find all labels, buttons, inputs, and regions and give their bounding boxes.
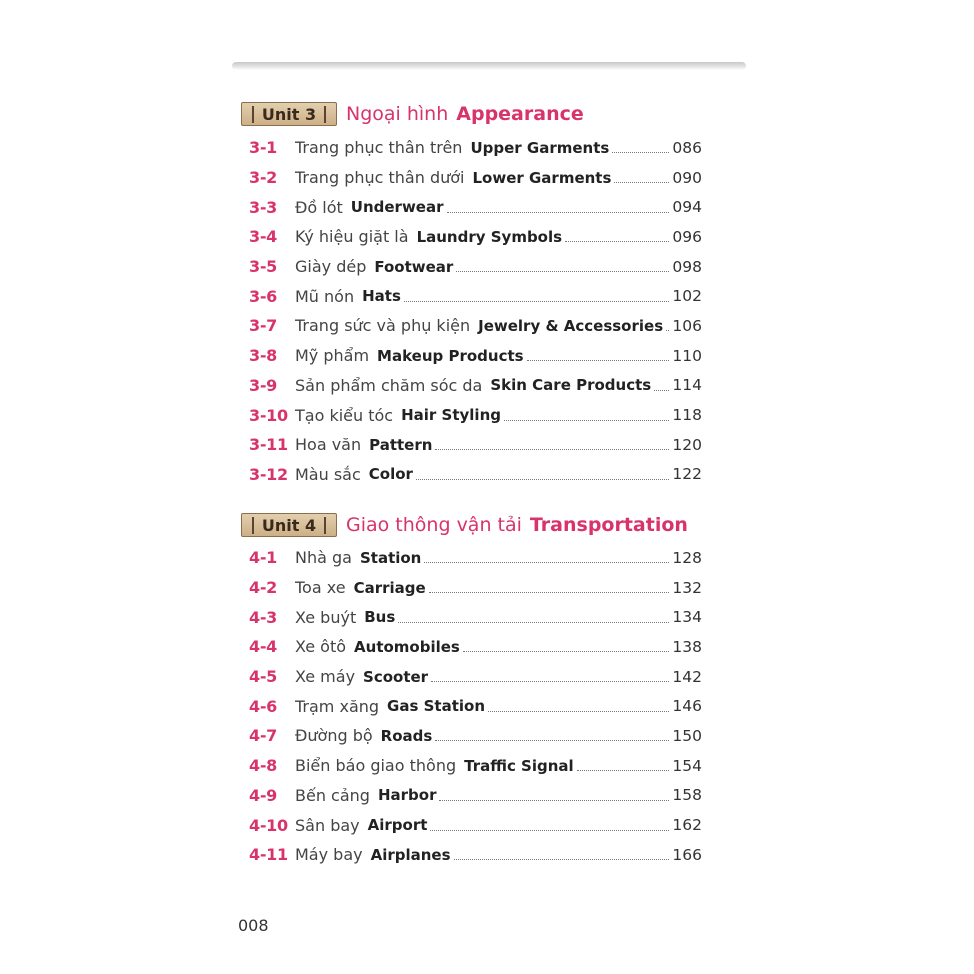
dot-leader [416, 467, 669, 480]
entry-title-en: Pattern [369, 435, 433, 454]
dot-leader [565, 229, 669, 242]
entry-number: 3-4 [249, 227, 278, 247]
dot-leader [439, 788, 669, 801]
dot-leader [666, 318, 669, 331]
entry-title-en: Harbor [377, 786, 437, 805]
entry-title-vi: Đồ lót [295, 197, 343, 217]
entry-page-number: 158 [672, 786, 702, 805]
toc-entry[interactable] [249, 163, 702, 193]
entry-page-number: 094 [672, 198, 702, 217]
toc-entry[interactable] [249, 840, 702, 870]
dot-leader [435, 437, 669, 450]
entry-title-vi: Giày dép [295, 257, 367, 277]
entry-number: 4-4 [249, 637, 278, 657]
entry-number: 4-6 [249, 696, 278, 716]
toc-entry[interactable] [249, 810, 702, 840]
entry-title-en: Upper Garments [470, 138, 610, 157]
toc-entry[interactable] [249, 543, 702, 573]
entry-page-number: 146 [672, 697, 702, 716]
entry-page-number: 154 [672, 756, 702, 775]
toc-entry[interactable] [249, 281, 702, 311]
entry-title-vi: Toa xe [295, 578, 346, 598]
entry-title-en: Footwear [374, 257, 454, 276]
entry-title-vi: Xe ôtô [295, 637, 347, 657]
entry-number: 3-10 [249, 405, 288, 425]
entry-page-number: 120 [672, 435, 702, 454]
entry-title-en: Makeup Products [377, 346, 524, 365]
unit-3-header [241, 100, 584, 128]
entry-title-en: Underwear [350, 198, 444, 217]
dot-leader [488, 699, 669, 712]
entry-title-vi: Trang phục thân dưới [295, 168, 465, 188]
entry-title-en: Carriage [353, 578, 426, 597]
entry-title-vi: Mỹ phẩm [295, 346, 370, 366]
dot-leader [463, 639, 670, 652]
entry-number: 4-5 [249, 667, 278, 687]
entry-title-vi: Đường bộ [295, 726, 373, 746]
entry-number: 3-12 [249, 464, 288, 484]
entry-title-en: Jewelry & Accessories [478, 316, 664, 335]
entry-number: 3-7 [249, 316, 278, 336]
dot-leader [654, 378, 669, 391]
entry-title-en: Laundry Symbols [416, 227, 563, 246]
entry-page-number: 128 [672, 548, 702, 567]
toc-entry[interactable] [249, 133, 702, 163]
toc-entry[interactable] [249, 573, 702, 603]
toc-entry[interactable] [249, 632, 702, 662]
entry-title-en: Hair Styling [401, 406, 501, 425]
entry-title-en: Skin Care Products [490, 376, 652, 395]
dot-leader [527, 348, 670, 361]
entry-page-number: 132 [672, 578, 702, 597]
dot-leader [612, 140, 669, 153]
entry-page-number: 134 [672, 608, 702, 627]
entry-title-vi: Trang sức và phụ kiện [295, 316, 471, 336]
toc-entry[interactable] [249, 602, 702, 632]
entry-number: 4-3 [249, 607, 278, 627]
dot-leader [504, 408, 669, 421]
entry-page-number: 110 [672, 346, 702, 365]
entry-title-vi: Ký hiệu giặt là [295, 227, 409, 247]
entry-page-number: 102 [672, 287, 702, 306]
dot-leader [435, 728, 669, 741]
entry-title-en: Scooter [363, 667, 429, 686]
entry-number: 4-1 [249, 548, 278, 568]
unit-title-en: Transportation [529, 514, 688, 536]
entry-number: 3-9 [249, 375, 278, 395]
entry-page-number: 142 [672, 667, 702, 686]
entry-title-vi: Mũ nón [295, 286, 355, 306]
entry-page-number: 150 [672, 726, 702, 745]
entry-page-number: 096 [672, 227, 702, 246]
toc-entry[interactable] [249, 691, 702, 721]
entry-title-vi: Tạo kiểu tóc [295, 405, 394, 425]
page-number: 008 [238, 916, 269, 935]
entry-title-en: Airplanes [370, 845, 451, 864]
entry-title-vi: Nhà ga [295, 548, 352, 568]
entry-title-en: Automobiles [354, 637, 460, 656]
unit-badge: Unit 3 [241, 102, 337, 126]
entry-number: 4-2 [249, 578, 278, 598]
entry-title-en: Gas Station [387, 697, 486, 716]
entry-title-vi: Bến cảng [295, 785, 370, 805]
unit-title-vi: Ngoại hình [346, 103, 449, 125]
entry-number: 4-7 [249, 726, 278, 746]
dot-leader [447, 200, 670, 213]
entry-page-number: 114 [672, 376, 702, 395]
entry-title-en: Traffic Signal [464, 756, 574, 775]
entry-title-en: Hats [362, 287, 401, 306]
entry-title-vi: Biển báo giao thông [295, 756, 457, 776]
dot-leader [577, 758, 670, 771]
entry-page-number: 166 [672, 845, 702, 864]
entry-page-number: 118 [672, 406, 702, 425]
dot-leader [398, 610, 669, 623]
entry-title-en: Station [359, 548, 422, 567]
entry-title-en: Color [368, 465, 413, 484]
entry-number: 3-1 [249, 138, 278, 158]
entry-title-vi: Hoa văn [295, 435, 362, 455]
toc-entry[interactable] [249, 371, 702, 401]
entry-page-number: 122 [672, 465, 702, 484]
dot-leader [424, 550, 669, 563]
unit-title-vi: Giao thông vận tải [346, 514, 522, 536]
entry-number: 4-8 [249, 756, 278, 776]
entry-title-vi: Trạm xăng [295, 696, 380, 716]
entry-title-vi: Máy bay [295, 845, 363, 865]
unit-title [346, 514, 688, 536]
top-shadow [232, 62, 746, 70]
toc-entry[interactable] [249, 662, 702, 692]
entry-number: 3-11 [249, 435, 288, 455]
entry-title-en: Airport [367, 816, 428, 835]
dot-leader [456, 259, 669, 272]
entry-page-number: 098 [672, 257, 702, 276]
entry-page-number: 086 [672, 138, 702, 157]
dot-leader [404, 289, 670, 302]
entry-title-en: Lower Garments [472, 168, 612, 187]
entry-page-number: 106 [672, 316, 702, 335]
toc-entry[interactable] [249, 222, 702, 252]
entry-title-en: Bus [364, 608, 396, 627]
entry-title-vi: Sản phẩm chăm sóc da [295, 375, 483, 395]
toc-entry[interactable] [249, 751, 702, 781]
entry-title-vi: Màu sắc [295, 464, 361, 484]
dot-leader [431, 669, 669, 682]
unit-4-header [241, 511, 688, 539]
entry-number: 3-6 [249, 286, 278, 306]
entry-page-number: 090 [672, 168, 702, 187]
entry-number: 3-3 [249, 197, 278, 217]
unit-4-entries [249, 543, 702, 870]
toc-entry[interactable] [249, 460, 702, 490]
unit-3-entries [249, 133, 702, 489]
unit-title [346, 103, 584, 125]
toc-entry[interactable] [249, 252, 702, 282]
entry-title-vi: Xe máy [295, 667, 356, 687]
entry-title-vi: Sân bay [295, 815, 360, 835]
entry-number: 4-10 [249, 815, 288, 835]
dot-leader [430, 818, 669, 831]
entry-title-vi: Trang phục thân trên [295, 138, 463, 158]
entry-number: 3-5 [249, 257, 278, 277]
entry-number: 3-8 [249, 346, 278, 366]
entry-number: 3-2 [249, 168, 278, 188]
dot-leader [614, 170, 669, 183]
dot-leader [429, 580, 670, 593]
entry-page-number: 138 [672, 637, 702, 656]
toc-entry[interactable] [249, 721, 702, 751]
unit-badge: Unit 4 [241, 513, 337, 537]
toc-entry[interactable] [249, 311, 702, 341]
entry-page-number: 162 [672, 816, 702, 835]
unit-title-en: Appearance [456, 103, 584, 125]
entry-number: 4-9 [249, 785, 278, 805]
toc-entry[interactable] [249, 341, 702, 371]
entry-number: 4-11 [249, 845, 288, 865]
entry-title-vi: Xe buýt [295, 607, 357, 627]
toc-entry[interactable] [249, 781, 702, 811]
toc-entry[interactable] [249, 400, 702, 430]
toc-entry[interactable] [249, 192, 702, 222]
entry-title-en: Roads [380, 726, 433, 745]
dot-leader [454, 847, 670, 860]
toc-entry[interactable] [249, 430, 702, 460]
